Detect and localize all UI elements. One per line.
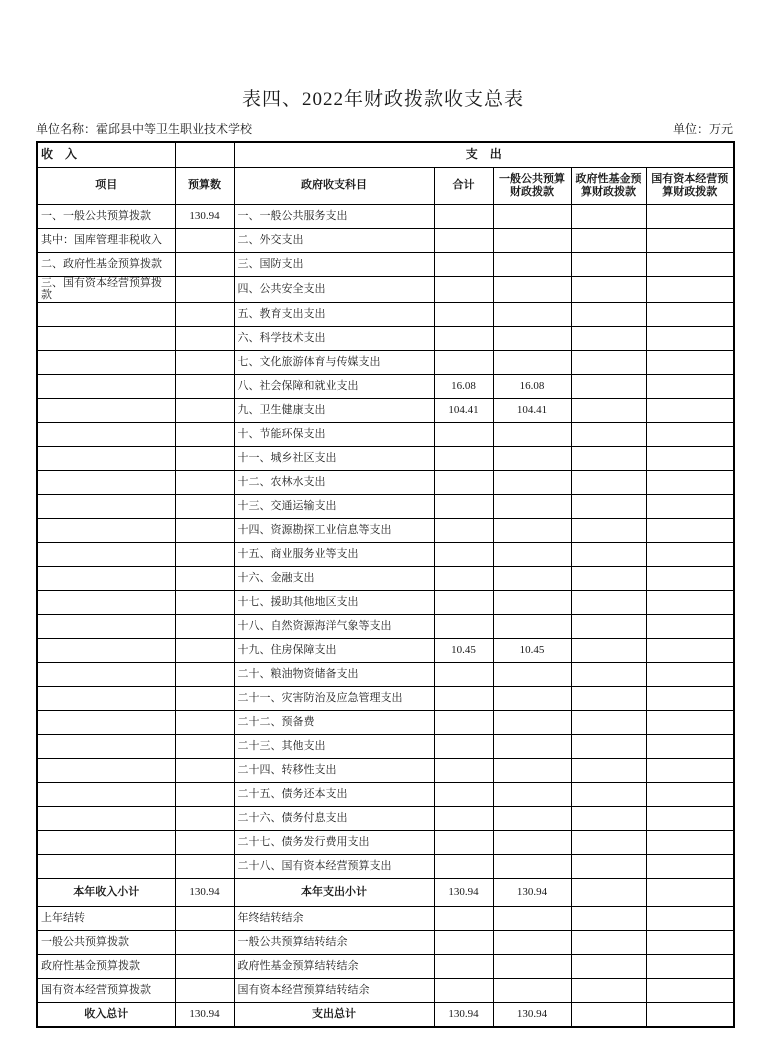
state-capital-value-cell xyxy=(646,662,734,686)
income-budget-cell xyxy=(175,446,234,470)
expenditure-total-cell xyxy=(434,470,493,494)
income-item-cell xyxy=(37,830,175,854)
income-budget-cell xyxy=(175,978,234,1002)
expenditure-total-cell xyxy=(434,662,493,686)
gov-fund-value-cell xyxy=(571,446,646,470)
table-row xyxy=(37,854,734,878)
income-budget-cell xyxy=(175,350,234,374)
expenditure-subject-cell: 政府性基金预算结转结余 xyxy=(234,954,434,978)
general-budget-value-cell xyxy=(493,758,571,782)
general-budget-value-cell xyxy=(493,662,571,686)
gov-fund-value-cell xyxy=(571,930,646,954)
state-capital-value-cell xyxy=(646,906,734,930)
expenditure-subject-cell: 三、国防支出 xyxy=(234,252,434,276)
expenditure-total-cell xyxy=(434,302,493,326)
col-header-subject: 政府收支科目 xyxy=(234,167,434,204)
gov-fund-value-cell xyxy=(571,830,646,854)
state-capital-value-cell xyxy=(646,252,734,276)
general-budget-value-cell xyxy=(493,350,571,374)
table-row xyxy=(37,326,734,350)
income-item-cell xyxy=(37,518,175,542)
table-row xyxy=(37,422,734,446)
income-item-cell xyxy=(37,806,175,830)
income-budget-cell xyxy=(175,758,234,782)
income-budget-cell: 130.94 xyxy=(175,204,234,228)
gov-fund-value-cell xyxy=(571,276,646,302)
income-budget-cell xyxy=(175,276,234,302)
income-item-cell xyxy=(37,494,175,518)
gov-fund-value-cell xyxy=(571,518,646,542)
general-budget-value-cell xyxy=(493,614,571,638)
expenditure-subject-cell: 十九、住房保障支出 xyxy=(234,638,434,662)
expenditure-subject-cell: 十、节能环保支出 xyxy=(234,422,434,446)
expenditure-total-cell xyxy=(434,930,493,954)
expenditure-total-cell xyxy=(434,228,493,252)
page-title: 表四、2022年财政拨款收支总表 xyxy=(241,89,524,110)
state-capital-value-cell xyxy=(646,590,734,614)
state-capital-value-cell xyxy=(646,638,734,662)
income-budget-cell: 130.94 xyxy=(175,878,234,906)
income-budget-cell xyxy=(175,686,234,710)
table-row xyxy=(37,878,734,906)
table-row xyxy=(37,252,734,276)
gov-fund-value-cell xyxy=(571,662,646,686)
table-row xyxy=(37,978,734,1002)
table-row xyxy=(37,446,734,470)
unit-name-label: 单位名称：霍邱县中等卫生职业技术学校 xyxy=(36,122,253,136)
general-budget-value-cell xyxy=(493,446,571,470)
gov-fund-value-cell xyxy=(571,782,646,806)
expenditure-subject-cell: 九、卫生健康支出 xyxy=(234,398,434,422)
general-budget-value-cell xyxy=(493,830,571,854)
expenditure-subject-cell: 十七、援助其他地区支出 xyxy=(234,590,434,614)
income-budget-cell: 130.94 xyxy=(175,1002,234,1027)
expenditure-total-cell xyxy=(434,590,493,614)
col-header-state-capital: 国有资本经营预算财政拨款 xyxy=(646,167,734,204)
general-budget-value-cell xyxy=(493,978,571,1002)
income-item-cell xyxy=(37,422,175,446)
income-item-cell xyxy=(37,662,175,686)
income-budget-cell xyxy=(175,494,234,518)
income-budget-cell xyxy=(175,228,234,252)
expenditure-total-cell xyxy=(434,542,493,566)
gov-fund-value-cell xyxy=(571,326,646,350)
income-item-cell: 二、政府性基金预算拨款 xyxy=(37,252,175,276)
expenditure-total-cell xyxy=(434,446,493,470)
income-budget-cell xyxy=(175,782,234,806)
expenditure-total-cell xyxy=(434,276,493,302)
gov-fund-value-cell xyxy=(571,734,646,758)
expenditure-subject-cell: 十四、资源勘探工业信息等支出 xyxy=(234,518,434,542)
general-budget-value-cell: 104.41 xyxy=(493,398,571,422)
state-capital-value-cell xyxy=(646,494,734,518)
expenditure-total-cell: 10.45 xyxy=(434,638,493,662)
table-row xyxy=(37,638,734,662)
gov-fund-value-cell xyxy=(571,854,646,878)
expenditure-total-cell xyxy=(434,854,493,878)
meta-row xyxy=(36,120,733,137)
income-budget-cell xyxy=(175,566,234,590)
income-section-header: 收 入 xyxy=(37,142,175,167)
gov-fund-value-cell xyxy=(571,686,646,710)
state-capital-value-cell xyxy=(646,978,734,1002)
general-budget-value-cell: 16.08 xyxy=(493,374,571,398)
expenditure-total-cell xyxy=(434,978,493,1002)
gov-fund-value-cell xyxy=(571,302,646,326)
expenditure-total-cell xyxy=(434,954,493,978)
expenditure-total-cell: 16.08 xyxy=(434,374,493,398)
gov-fund-value-cell xyxy=(571,204,646,228)
income-budget-cell xyxy=(175,398,234,422)
expenditure-total-cell xyxy=(434,906,493,930)
income-item-cell xyxy=(37,854,175,878)
expenditure-total-cell xyxy=(434,614,493,638)
gov-fund-value-cell xyxy=(571,228,646,252)
income-budget-cell xyxy=(175,906,234,930)
expenditure-subject-cell: 十一、城乡社区支出 xyxy=(234,446,434,470)
table-row xyxy=(37,954,734,978)
expenditure-subject-cell: 十三、交通运输支出 xyxy=(234,494,434,518)
expenditure-subject-cell: 十二、农林水支出 xyxy=(234,470,434,494)
general-budget-value-cell xyxy=(493,470,571,494)
income-budget-cell xyxy=(175,518,234,542)
general-budget-value-cell: 130.94 xyxy=(493,1002,571,1027)
general-budget-value-cell xyxy=(493,590,571,614)
expenditure-subject-cell: 十六、金融支出 xyxy=(234,566,434,590)
state-capital-value-cell xyxy=(646,806,734,830)
income-item-cell xyxy=(37,446,175,470)
state-capital-value-cell xyxy=(646,350,734,374)
expenditure-total-cell xyxy=(434,806,493,830)
state-capital-value-cell xyxy=(646,326,734,350)
general-budget-value-cell xyxy=(493,518,571,542)
gov-fund-value-cell xyxy=(571,978,646,1002)
general-budget-value-cell xyxy=(493,276,571,302)
expenditure-section-header: 支 出 xyxy=(234,142,734,167)
gov-fund-value-cell xyxy=(571,590,646,614)
table-row xyxy=(37,734,734,758)
income-item-cell xyxy=(37,614,175,638)
expenditure-subject-cell: 二十、粮油物资储备支出 xyxy=(234,662,434,686)
expenditure-total-cell xyxy=(434,758,493,782)
income-item-cell xyxy=(37,326,175,350)
income-budget-spacer-cell xyxy=(175,142,234,167)
gov-fund-value-cell xyxy=(571,614,646,638)
general-budget-value-cell xyxy=(493,734,571,758)
state-capital-value-cell xyxy=(646,954,734,978)
income-item-cell: 国有资本经营预算拨款 xyxy=(37,978,175,1002)
general-budget-value-cell xyxy=(493,854,571,878)
table-row xyxy=(37,276,734,302)
state-capital-value-cell xyxy=(646,878,734,906)
general-budget-value-cell xyxy=(493,954,571,978)
table-row xyxy=(37,374,734,398)
income-budget-cell xyxy=(175,422,234,446)
gov-fund-value-cell xyxy=(571,954,646,978)
general-budget-value-cell xyxy=(493,566,571,590)
table-row xyxy=(37,302,734,326)
state-capital-value-cell xyxy=(646,470,734,494)
state-capital-value-cell xyxy=(646,830,734,854)
expenditure-subject-cell: 二十一、灾害防治及应急管理支出 xyxy=(234,686,434,710)
general-budget-value-cell xyxy=(493,302,571,326)
general-budget-value-cell: 130.94 xyxy=(493,878,571,906)
general-budget-value-cell xyxy=(493,252,571,276)
general-budget-value-cell xyxy=(493,494,571,518)
table-row xyxy=(37,398,734,422)
state-capital-value-cell xyxy=(646,782,734,806)
table-row xyxy=(37,758,734,782)
state-capital-value-cell xyxy=(646,276,734,302)
state-capital-value-cell xyxy=(646,758,734,782)
gov-fund-value-cell xyxy=(571,906,646,930)
expenditure-total-cell xyxy=(434,252,493,276)
general-budget-value-cell xyxy=(493,204,571,228)
income-item-cell: 一、一般公共预算拨款 xyxy=(37,204,175,228)
expenditure-total-cell xyxy=(434,830,493,854)
income-budget-cell xyxy=(175,930,234,954)
table-row xyxy=(37,470,734,494)
income-budget-cell xyxy=(175,614,234,638)
col-header-total: 合计 xyxy=(434,167,493,204)
expenditure-total-cell: 130.94 xyxy=(434,878,493,906)
expenditure-subject-cell: 十八、自然资源海洋气象等支出 xyxy=(234,614,434,638)
table-row xyxy=(37,662,734,686)
income-budget-cell xyxy=(175,302,234,326)
income-item-cell: 收入总计 xyxy=(37,1002,175,1027)
expenditure-total-cell xyxy=(434,518,493,542)
gov-fund-value-cell xyxy=(571,566,646,590)
general-budget-value-cell xyxy=(493,930,571,954)
table-row xyxy=(37,590,734,614)
expenditure-subject-cell: 二十八、国有资本经营预算支出 xyxy=(234,854,434,878)
gov-fund-value-cell xyxy=(571,252,646,276)
expenditure-subject-cell: 十五、商业服务业等支出 xyxy=(234,542,434,566)
expenditure-total-cell: 130.94 xyxy=(434,1002,493,1027)
gov-fund-value-cell xyxy=(571,710,646,734)
expenditure-subject-cell: 一、一般公共服务支出 xyxy=(234,204,434,228)
general-budget-value-cell xyxy=(493,422,571,446)
table-body xyxy=(37,204,734,1027)
income-budget-cell xyxy=(175,470,234,494)
table-row xyxy=(37,830,734,854)
state-capital-value-cell xyxy=(646,566,734,590)
gov-fund-value-cell xyxy=(571,398,646,422)
state-capital-value-cell xyxy=(646,542,734,566)
state-capital-value-cell xyxy=(646,228,734,252)
expenditure-subject-cell: 四、公共安全支出 xyxy=(234,276,434,302)
income-budget-cell xyxy=(175,830,234,854)
table-row xyxy=(37,1002,734,1027)
income-item-cell xyxy=(37,470,175,494)
table-row xyxy=(37,518,734,542)
expenditure-subject-cell: 二十二、预备费 xyxy=(234,710,434,734)
general-budget-value-cell xyxy=(493,326,571,350)
table-row xyxy=(37,204,734,228)
general-budget-value-cell xyxy=(493,782,571,806)
income-item-cell xyxy=(37,590,175,614)
expenditure-subject-cell: 一般公共预算结转结余 xyxy=(234,930,434,954)
expenditure-total-cell xyxy=(434,422,493,446)
col-header-item: 项目 xyxy=(37,167,175,204)
income-budget-cell xyxy=(175,734,234,758)
income-budget-cell xyxy=(175,326,234,350)
income-item-cell xyxy=(37,566,175,590)
income-budget-cell xyxy=(175,542,234,566)
expenditure-subject-cell: 七、文化旅游体育与传媒支出 xyxy=(234,350,434,374)
income-item-cell xyxy=(37,350,175,374)
gov-fund-value-cell xyxy=(571,806,646,830)
general-budget-value-cell xyxy=(493,906,571,930)
expenditure-subject-cell: 国有资本经营预算结转结余 xyxy=(234,978,434,1002)
income-budget-cell xyxy=(175,854,234,878)
expenditure-subject-cell: 本年支出小计 xyxy=(234,878,434,906)
income-budget-cell xyxy=(175,710,234,734)
table-row xyxy=(37,350,734,374)
income-budget-cell xyxy=(175,806,234,830)
gov-fund-value-cell xyxy=(571,542,646,566)
income-item-cell: 政府性基金预算拨款 xyxy=(37,954,175,978)
expenditure-total-cell xyxy=(434,686,493,710)
general-budget-value-cell xyxy=(493,686,571,710)
income-item-cell xyxy=(37,686,175,710)
expenditure-total-cell xyxy=(434,350,493,374)
general-budget-value-cell xyxy=(493,806,571,830)
income-item-cell: 一般公共预算拨款 xyxy=(37,930,175,954)
expenditure-total-cell xyxy=(434,710,493,734)
col-header-general-budget: 一般公共预算财政拨款 xyxy=(493,167,571,204)
gov-fund-value-cell xyxy=(571,350,646,374)
expenditure-total-cell: 104.41 xyxy=(434,398,493,422)
income-budget-cell xyxy=(175,252,234,276)
expenditure-subject-cell: 二十七、债务发行费用支出 xyxy=(234,830,434,854)
income-budget-cell xyxy=(175,590,234,614)
income-item-cell xyxy=(37,638,175,662)
expenditure-subject-cell: 二十三、其他支出 xyxy=(234,734,434,758)
expenditure-total-cell xyxy=(434,326,493,350)
income-item-cell xyxy=(37,398,175,422)
income-item-cell: 上年结转 xyxy=(37,906,175,930)
state-capital-value-cell xyxy=(646,686,734,710)
general-budget-value-cell xyxy=(493,710,571,734)
gov-fund-value-cell xyxy=(571,470,646,494)
expenditure-subject-cell: 八、社会保障和就业支出 xyxy=(234,374,434,398)
table-row xyxy=(37,228,734,252)
gov-fund-value-cell xyxy=(571,422,646,446)
state-capital-value-cell xyxy=(646,204,734,228)
income-budget-cell xyxy=(175,954,234,978)
state-capital-value-cell xyxy=(646,710,734,734)
table-row xyxy=(37,710,734,734)
budget-table xyxy=(36,141,735,1028)
state-capital-value-cell xyxy=(646,302,734,326)
general-budget-value-cell xyxy=(493,542,571,566)
state-capital-value-cell xyxy=(646,518,734,542)
gov-fund-value-cell xyxy=(571,1002,646,1027)
expenditure-subject-cell: 年终结转结余 xyxy=(234,906,434,930)
gov-fund-value-cell xyxy=(571,878,646,906)
table-row xyxy=(37,782,734,806)
expenditure-subject-cell: 二十四、转移性支出 xyxy=(234,758,434,782)
unit-measure-label: 单位：万元 xyxy=(672,122,733,136)
expenditure-total-cell xyxy=(434,734,493,758)
state-capital-value-cell xyxy=(646,398,734,422)
gov-fund-value-cell xyxy=(571,374,646,398)
col-header-budget: 预算数 xyxy=(175,167,234,204)
state-capital-value-cell xyxy=(646,422,734,446)
income-budget-cell xyxy=(175,662,234,686)
expenditure-subject-cell: 五、教育支出支出 xyxy=(234,302,434,326)
section-header-row xyxy=(37,142,734,167)
income-item-cell xyxy=(37,374,175,398)
state-capital-value-cell xyxy=(646,930,734,954)
general-budget-value-cell xyxy=(493,228,571,252)
table-row xyxy=(37,806,734,830)
income-item-cell xyxy=(37,758,175,782)
expenditure-subject-cell: 二十五、债务还本支出 xyxy=(234,782,434,806)
table-row xyxy=(37,906,734,930)
income-item-cell xyxy=(37,782,175,806)
general-budget-value-cell: 10.45 xyxy=(493,638,571,662)
income-budget-cell xyxy=(175,638,234,662)
table-row xyxy=(37,566,734,590)
expenditure-subject-cell: 支出总计 xyxy=(234,1002,434,1027)
column-header-row xyxy=(37,167,734,204)
expenditure-subject-cell: 二十六、债务付息支出 xyxy=(234,806,434,830)
income-item-cell xyxy=(37,302,175,326)
table-row xyxy=(37,930,734,954)
state-capital-value-cell xyxy=(646,374,734,398)
expenditure-subject-cell: 六、科学技术支出 xyxy=(234,326,434,350)
expenditure-total-cell xyxy=(434,782,493,806)
state-capital-value-cell xyxy=(646,614,734,638)
table-row xyxy=(37,686,734,710)
income-item-cell xyxy=(37,710,175,734)
state-capital-value-cell xyxy=(646,734,734,758)
expenditure-total-cell xyxy=(434,494,493,518)
state-capital-value-cell xyxy=(646,854,734,878)
income-item-cell: 三、国有资本经营预算拨款 xyxy=(37,276,175,302)
income-budget-cell xyxy=(175,374,234,398)
expenditure-subject-cell: 二、外交支出 xyxy=(234,228,434,252)
gov-fund-value-cell xyxy=(571,638,646,662)
state-capital-value-cell xyxy=(646,446,734,470)
expenditure-total-cell xyxy=(434,204,493,228)
income-item-cell xyxy=(37,734,175,758)
table-row xyxy=(37,542,734,566)
income-item-cell: 本年收入小计 xyxy=(37,878,175,906)
expenditure-total-cell xyxy=(434,566,493,590)
state-capital-value-cell xyxy=(646,1002,734,1027)
table-row xyxy=(37,614,734,638)
table-row xyxy=(37,494,734,518)
col-header-gov-fund: 政府性基金预算财政拨款 xyxy=(571,167,646,204)
income-item-cell: 其中：国库管理非税收入 xyxy=(37,228,175,252)
income-item-cell xyxy=(37,542,175,566)
gov-fund-value-cell xyxy=(571,494,646,518)
gov-fund-value-cell xyxy=(571,758,646,782)
